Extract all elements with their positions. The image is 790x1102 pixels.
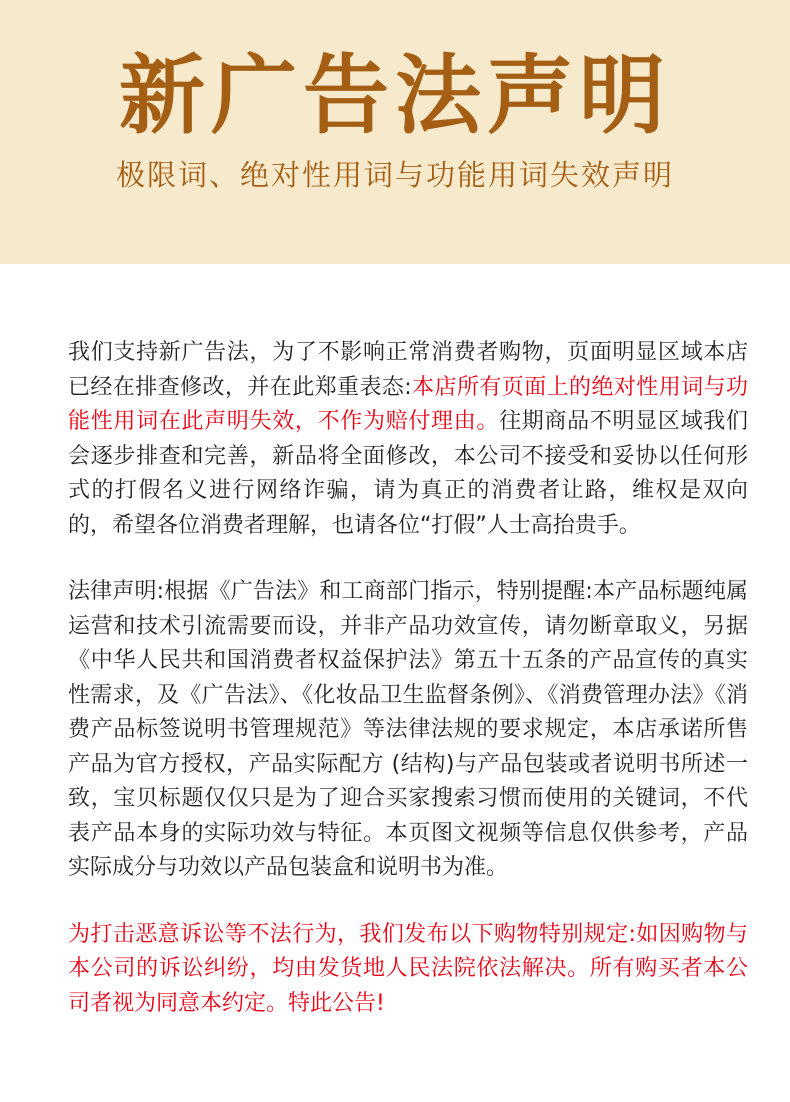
page-subtitle: 极限词、绝对性用词与功能用词失效声明 <box>115 158 674 192</box>
support-statement-text: 我们支持新广告法，为了不影响正常消费者购物，页面明显区域本店已经在排查修改，并在此郑重表态: <box>68 340 748 400</box>
legal-statement-paragraph: 法律声明:根据《广告法》和工商部门指示，特别提醒:本产品标题纯属运营和技术引流需要而设，并非产品功效宣传，请勿断章取义，另据《中华人民共和国消费者权益保护法》第五十五条的产品宣传的真实性需求，及《广告法》、《化妆品卫生监督条例》、《消费管理办法》《消费产品标签说明书管理规范》等法律法规的要求规定，本店承诺所售产品为官方授权，产品实际配方 (结构)与产品包装或者说明书所述一致，宝贝标题仅仅只是为了迎合买家搜索习惯而使用的关键词，不代表产品本身的实际功效与特征。本页图文视频等信息仅供参考，产品实际成分与功效以产品包装盒和说明书为准。 <box>68 579 748 880</box>
header-banner <box>0 0 790 264</box>
shopping-regulation-paragraph: 为打击恶意诉讼等不法行为，我们发布以下购物特别规定:如因购物与本公司的诉讼纠纷，均由发货地人民法院依法解决。所有购买者本公司者视为同意本约定。特此公告! <box>68 921 748 1016</box>
support-statement-continued-text: 往期商品不明显区域我们会逐步排查和完善，新品将全面修改，本公司不接受和妥协以任何形式的打假名义进行网络诈骗，请为真正的消费者让路，维权是双向的，希望各位消费者理解，也请各位“打假”人士高抬贵手。 <box>68 409 748 538</box>
invalidation-highlight-text: 本店所有页面上的绝对性用词与功能性用词在此声明失效，不作为赔付理由。 <box>68 374 748 434</box>
statement-content <box>68 336 748 1053</box>
support-statement-paragraph <box>68 336 748 543</box>
page-title: 新广告法声明 <box>119 45 671 146</box>
